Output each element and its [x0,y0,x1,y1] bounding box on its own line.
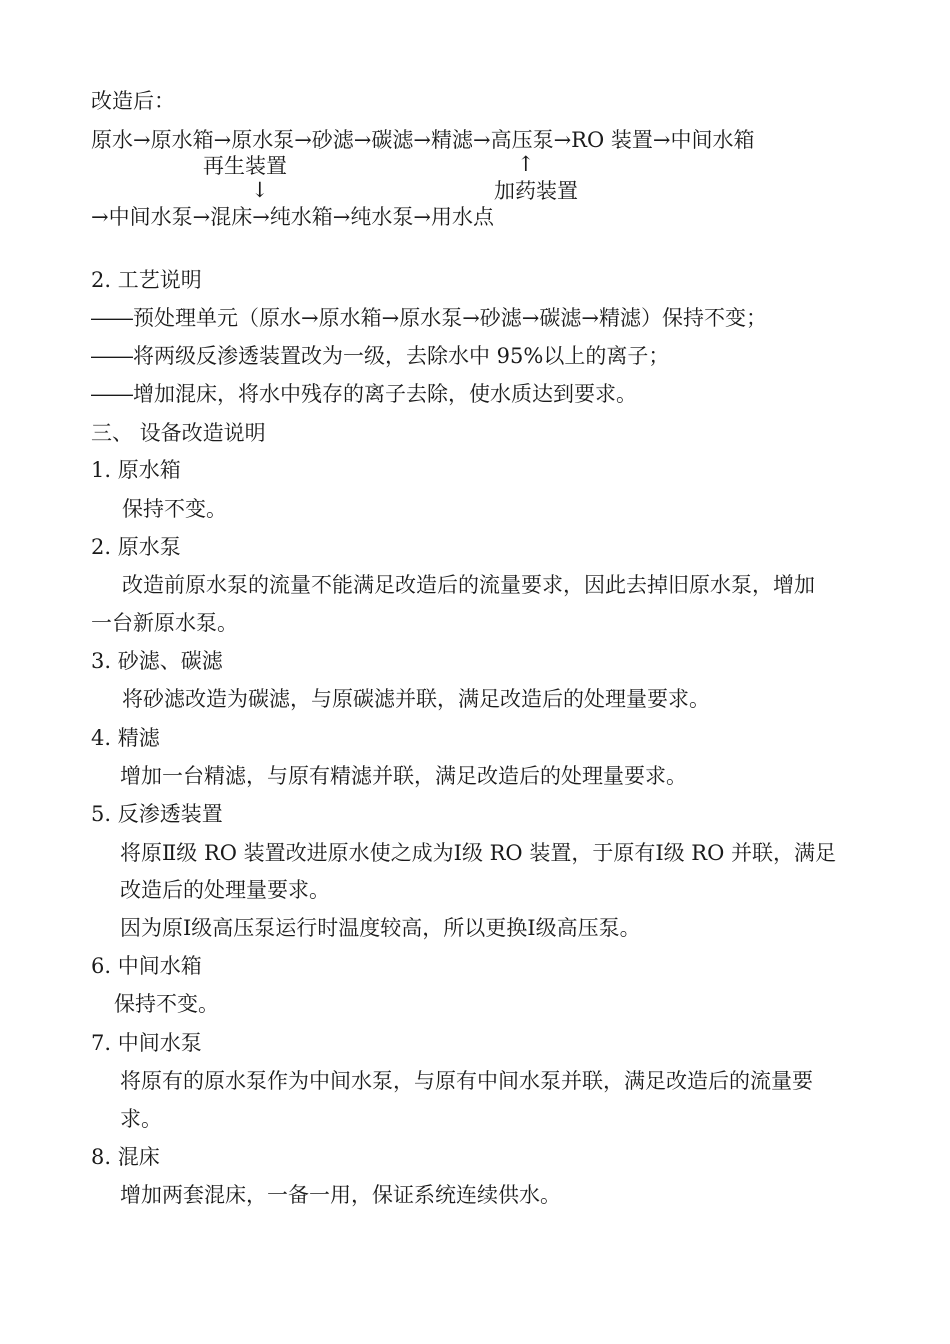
section-text: 改造后的处理量要求。 [120,878,330,902]
section-text: 保持不变。 [122,497,227,521]
process-item: ――将两级反渗透装置改为一级，去除水中 95%以上的离子； [91,344,670,368]
flow-regen-label: 再生装置 [203,154,287,178]
flow-dosing-label: 加药装置 [494,179,578,203]
process-item: ――预处理单元（原水→原水箱→原水泵→砂滤→碳滤→精滤）保持不变； [91,306,767,330]
section-text: 将原Ⅱ级 RO 装置改进原水使之成为Ⅰ级 RO 装置，于原有Ⅰ级 RO 并联，满足 [120,841,836,865]
flow-row-1: 原水→原水箱→原水泵→砂滤→碳滤→精滤→高压泵→RO 装置→中间水箱 [91,128,755,152]
process-item: ――增加混床，将水中残存的离子去除，使水质达到要求。 [91,382,637,406]
section-text: 改造前原水泵的流量不能满足改造后的流量要求，因此去掉旧原水泵，增加 [122,573,815,597]
section-text: 保持不变。 [114,992,219,1016]
section-text: 求。 [120,1107,162,1131]
equipment-heading: 三、 设备改造说明 [91,421,266,445]
process-heading: 2. 工艺说明 [91,268,202,292]
flow-dosing-arrow: ↑ [517,152,535,176]
flow-regen-arrow: ↓ [251,178,269,202]
flow-row-2: →中间水泵→混床→纯水箱→纯水泵→用水点 [91,205,494,229]
section-title: 8. 混床 [91,1145,160,1169]
section-text: 因为原Ⅰ级高压泵运行时温度较高，所以更换Ⅰ级高压泵。 [120,916,641,940]
section-title: 6. 中间水箱 [91,954,202,978]
section-title: 5. 反渗透装置 [91,802,223,826]
section-text: 将原有的原水泵作为中间水泵，与原有中间水泵并联，满足改造后的流量要 [120,1069,813,1093]
section-title: 7. 中间水泵 [91,1031,202,1055]
section-text: 将砂滤改造为碳滤，与原碳滤并联，满足改造后的处理量要求。 [122,687,710,711]
section-title: 2. 原水泵 [91,535,181,559]
section-title: 3. 砂滤、碳滤 [91,649,223,673]
section-title: 1. 原水箱 [91,458,181,482]
flow-heading: 改造后： [91,89,175,113]
section-text: 增加两套混床，一备一用，保证系统连续供水。 [120,1183,561,1207]
section-text: 一台新原水泵。 [91,611,238,635]
section-title: 4. 精滤 [91,726,160,750]
section-text: 增加一台精滤，与原有精滤并联，满足改造后的处理量要求。 [120,764,687,788]
